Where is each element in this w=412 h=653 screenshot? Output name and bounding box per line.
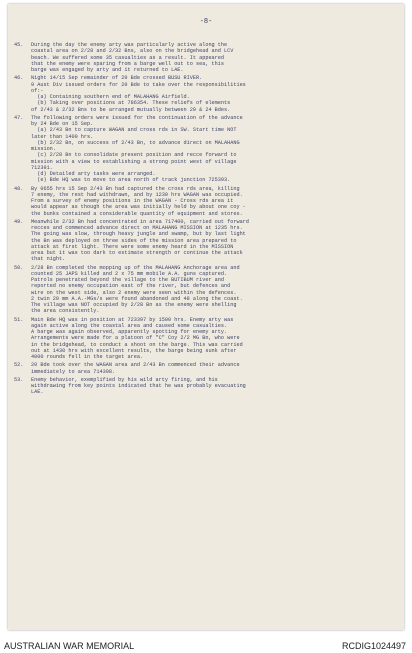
text-line: coastal area on 2/28 and 2/32 Bns, also on the bridgehead and LCV bbox=[31, 48, 234, 55]
paragraph bbox=[14, 115, 398, 184]
paragraph-text bbox=[31, 186, 398, 217]
text-line: 4000 rounds fell in the target area. bbox=[31, 354, 144, 360]
text-line: wire on the west side, also 2 enemy were seen within the defences. bbox=[31, 289, 237, 296]
text-line: (d) Detailed arty tasks were arranged. bbox=[31, 171, 156, 177]
page-number: -8- bbox=[199, 18, 213, 26]
text-line: that the enemy were sparing from a barge well out to sea, this bbox=[31, 60, 225, 67]
text-line: The going was slow, through heavy jungle and swamp, but by last light bbox=[31, 231, 246, 238]
paragraph-text bbox=[31, 219, 398, 263]
text-line: barge was engaged by arty and it returned to LAE. bbox=[31, 67, 184, 73]
footer-bar bbox=[0, 634, 412, 653]
text-line: the Bn was deployed on three sides of the mission area prepared to bbox=[31, 237, 237, 244]
text-line: The village was NOT occupied by 2/28 Bn as the enemy were shelling bbox=[31, 302, 237, 308]
text-line: Patrols penetrated beyond the village to the BUTIBUM river and bbox=[31, 277, 225, 283]
paragraph-number: 50. bbox=[14, 264, 24, 271]
text-line: again active along the coastal area and caused some casualties. bbox=[31, 322, 228, 329]
text-line: Meanwhile 2/32 Bn had concentrated in area 717400, carried out forward bbox=[31, 218, 249, 225]
paragraph-text bbox=[31, 42, 398, 73]
paragraph bbox=[14, 265, 398, 315]
footer-id: RCDIG1024497 bbox=[341, 641, 406, 651]
text-line: (b) Taking over positions at 786354. These reliefs of elements bbox=[31, 100, 231, 107]
text-line: (c) 2/28 Bn to consolidate present position and recce forward to bbox=[31, 152, 237, 159]
text-line: would appear as though the area was initially held by about one coy - bbox=[31, 204, 246, 211]
text-line: out at 1430 hrs with excellent results, the barge being sunk after bbox=[31, 347, 237, 354]
text-line: immediately to area 714398. bbox=[31, 368, 116, 375]
paragraph bbox=[14, 377, 398, 396]
paragraph-number: 46. bbox=[14, 75, 24, 82]
paragraph bbox=[14, 42, 398, 73]
text-line: recces and commenced advance direct on MALAHANG MISSION at 1235 hrs. bbox=[31, 225, 243, 231]
document-page bbox=[8, 4, 404, 630]
paragraph-number: 53. bbox=[14, 376, 24, 383]
footer-source: AUSTRALIAN WAR MEMORIAL bbox=[4, 641, 135, 651]
text-line: By 0655 hrs 15 Sep 2/43 Bn had captured the cross rds area, killing bbox=[31, 185, 240, 192]
paragraph bbox=[14, 362, 398, 375]
text-line: 2 twin 20 mm A.A.-MGs/s were found abandoned and 48 along the coast. bbox=[31, 295, 243, 302]
text-line: Night 14/15 Sep remainder of 20 Bde crossed BUSU RIVER. bbox=[31, 75, 203, 82]
paragraph-text bbox=[31, 317, 398, 361]
text-line: 9 Aust Div issued orders for 20 Bde to take over the responsibilities bbox=[31, 81, 246, 88]
text-line: later than 1400 hrs. bbox=[31, 133, 94, 140]
text-line: mission. bbox=[31, 146, 56, 152]
paragraph-number: 51. bbox=[14, 316, 24, 323]
paragraph-number: 47. bbox=[14, 114, 24, 121]
paragraph bbox=[14, 317, 398, 361]
paragraph-text bbox=[31, 115, 398, 184]
text-line: that night. bbox=[31, 256, 66, 263]
text-line: LAE. bbox=[31, 389, 44, 396]
text-line: (a) Containing southern end of MALAHANG Airfield. bbox=[31, 94, 190, 100]
text-line: area but it was too dark to estimate strength or continue the attack bbox=[31, 250, 243, 256]
text-line: of:- bbox=[31, 87, 44, 94]
text-line: Main Bde HQ was in position at 723397 by 1500 hrs. Enemy arty was bbox=[31, 316, 234, 323]
text-line: Arrangements were made for a platoon of "C" Coy 2/2 MG Bn, who were bbox=[31, 335, 240, 342]
paragraph-number: 45. bbox=[14, 42, 24, 48]
paragraph-number: 48. bbox=[14, 185, 24, 192]
text-line: the bunks contained a considerable quantity of equipment and stores. bbox=[31, 210, 243, 217]
paragraph bbox=[14, 186, 398, 217]
text-line: counted 25 JAPS killed and 2 x 75 mm mobile A.A. guns captured. bbox=[31, 270, 228, 277]
paragraph-number: 49. bbox=[14, 218, 24, 225]
text-line: Enemy behavior, exemplified by his wild arty firing, and his bbox=[31, 376, 218, 383]
text-line: beach. We suffered some 35 casualties as a result. It appeared bbox=[31, 54, 225, 61]
text-line: by 24 Bde on 15 Sep. bbox=[31, 121, 94, 127]
text-line: (a) 2/43 Bn to capture WAGAN and cross rds in SW. Start time NOT bbox=[31, 127, 237, 134]
paragraph bbox=[14, 219, 398, 263]
text-line: From a survey of enemy positions in the WAGAN - Cross rds area it bbox=[31, 198, 234, 204]
text-line: A barge was again observed, apparently spotting for enemy arty. bbox=[31, 329, 228, 335]
paragraph bbox=[14, 75, 398, 113]
text-line: 712391. bbox=[31, 164, 53, 171]
text-line: the area consistently. bbox=[31, 308, 100, 315]
text-line: in the bridgehead, to conduct a shoot on the barge. This was carried bbox=[31, 341, 243, 348]
text-line: withdrawing from key points indicated that he was probably evacuating bbox=[31, 383, 246, 389]
paragraph-number: 52. bbox=[14, 362, 24, 369]
text-line: The following orders were issued for the continuation of the advance bbox=[31, 114, 243, 121]
text-line: mission with a view to establishing a strong point west of village bbox=[31, 158, 237, 165]
text-line: of 2/43 & 2/32 Bns to be arranged mutually between 20 & 24 Bdes. bbox=[31, 106, 231, 113]
text-line: (b) 2/32 Bn, on success of 2/43 Bn, to advance direct on MALAHANG bbox=[31, 139, 240, 146]
text-line: reported no enemy occupation east of the river, but defences and bbox=[31, 283, 231, 290]
paragraph-text bbox=[31, 75, 398, 113]
text-line: (e) Bde HQ was to move to area north of track junction 725393. bbox=[31, 177, 231, 184]
paragraph-text bbox=[31, 265, 398, 315]
text-line: During the day the enemy arty was particularly active along the bbox=[31, 42, 228, 48]
paragraph-text bbox=[31, 362, 398, 375]
text-line: attack at first light. There were some enemy heard in the MISSION bbox=[31, 243, 234, 250]
text-line: 2/28 Bn completed the mopping up of the MALAHANG Anchorage area and bbox=[31, 264, 240, 271]
text-line: 7 enemy, the rest had withdrawn, and by 1230 hrs WAGAN was occupied. bbox=[31, 191, 243, 198]
document-body bbox=[14, 42, 398, 398]
text-line: 20 Bde took over the WAGAN area and 2/43 Bn commenced their advance bbox=[31, 362, 240, 369]
paragraph-text bbox=[31, 377, 398, 396]
